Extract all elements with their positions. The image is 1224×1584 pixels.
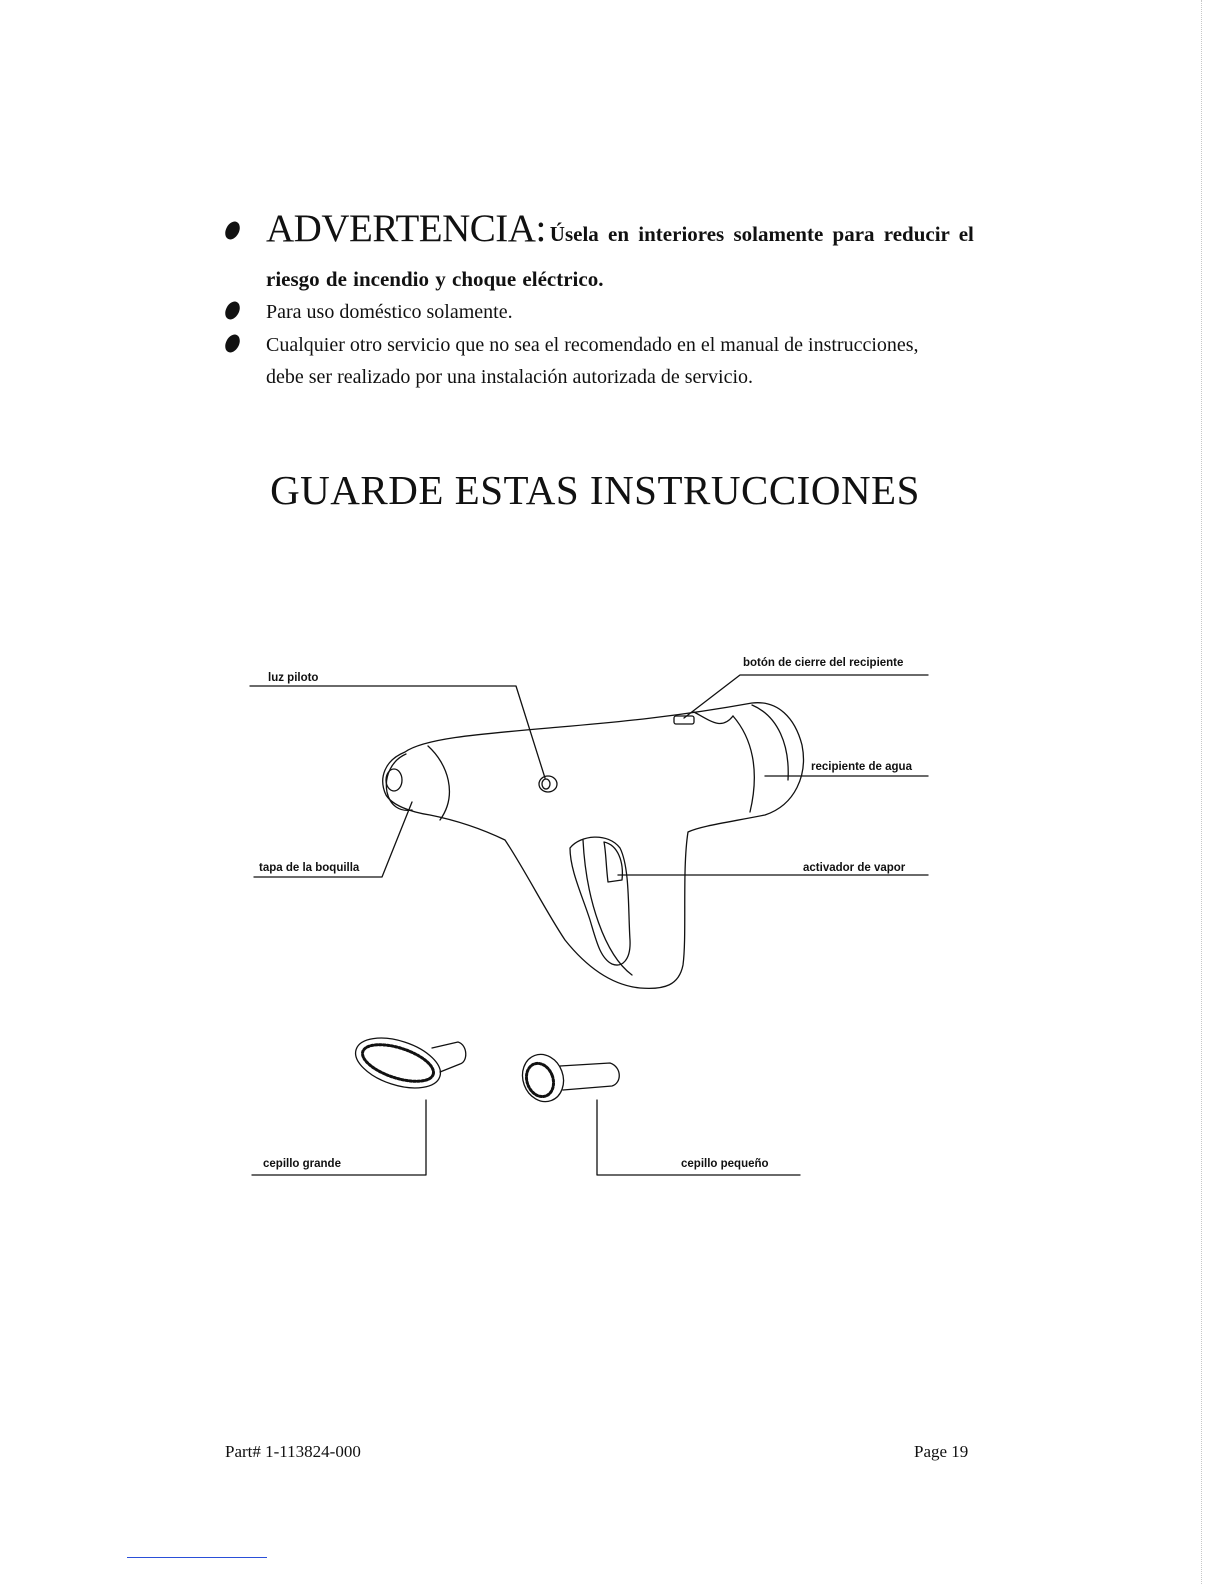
warning-heading: ADVERTENCIA: [266, 207, 546, 250]
label-tank-lock: botón de cierre del recipiente [743, 657, 904, 669]
steamer-body-outline [383, 703, 804, 989]
nozzle-cap-icon [386, 769, 402, 791]
water-tank-outline [733, 716, 754, 812]
tank-lock-pointer [684, 675, 928, 718]
page-number: Page 19 [914, 1442, 969, 1461]
page-title: GUARDE ESTAS INSTRUCCIONES [270, 467, 920, 513]
label-steam-trigger: activador de vapor [803, 862, 906, 874]
small-brush-drawing [516, 1049, 619, 1108]
warning-text: Úsela en interiores solamente para reducir el [549, 222, 974, 246]
label-pilot-light: luz piloto [268, 672, 319, 684]
steam-trigger-outline [570, 837, 630, 965]
label-nozzle-cap: tapa de la boquilla [259, 862, 360, 874]
large-brush-drawing [349, 1028, 465, 1097]
label-small-brush: cepillo pequeño [681, 1158, 769, 1170]
link-underline [127, 1557, 267, 1558]
service-text-line-2: debe ser realizado por una instalación autorizada de servicio. [266, 366, 754, 388]
warning-text-continued: riesgo de incendio y choque eléctrico. [266, 267, 604, 291]
label-water-tank: recipiente de agua [811, 761, 912, 773]
label-large-brush: cepillo grande [263, 1158, 341, 1170]
household-use-text: Para uso doméstico solamente. [266, 301, 513, 323]
part-number: Part# 1-113824-000 [225, 1442, 361, 1461]
service-text-line-1: Cualquier otro servicio que no sea el recomendado en el manual de instrucciones, [266, 334, 919, 356]
scan-edge [1201, 0, 1202, 1584]
